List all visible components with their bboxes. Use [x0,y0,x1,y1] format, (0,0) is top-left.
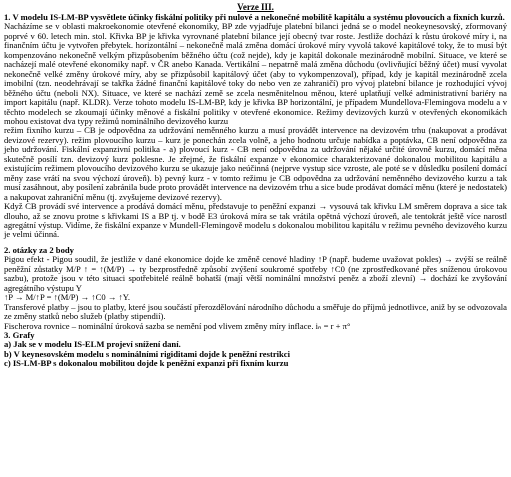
graph-task-b: b) V keynesovském modelu s nominálními rigiditami dojde k peněžní restrikci [4,348,291,359]
paragraph-pigou-effect: Pigou efekt - Pigou soudil, že jestliže v dané ekonomice dojde ke změně cenové hladiny ↑P (např. budeme uvažovat pokles) → zvýší se reálně peněžní zůstatky M/P ↑ = ↑(M/P) → ty bezprostředně způsobí zvýšení soukromé spotřeby ↑C0 (ne zprostředkované přes sníženou úrokovou sazbu), protože jsou v této situaci spotřebitelé reálně bohatší (mají větší nominální množství peněz a zboží zlevní) → dochází ke zvyšování agregátního výstupu Y [4,254,507,293]
paragraph-exchange-regimes: režim fixního kurzu – CB je odpovědna za udržování neměnného kurzu a musí provádět intervence na devizovém trhu (nakupovat a prodávat devizové rezervy). režim plovoucího kurzu – kurz je ponechán zcela volně, a jeho hodnotu určuje nabídka a poptávka, CB není odpovědna za jeho udržování. Fiskální expanzivní politika - a) plovoucí kurz - CB není odpovědna za udržování nějaké určité úrovně kurzu, domácí měna skutečně posílí tzn. devizový kurz poklesne. Je zřejmé, že fiskální expanze v ekonomice charakterizované dokonalou mobilitou kapitálu a existujícím režimem plovoucího devizového kurzu se ukazuje jako neúčinná (nejprve vystup sice vzroste, ale poté se v důsledku posílení domácí měny zase vrátí na svou výchozí úroveň). b) pevný kurz - v tomto režimu je CB odpovědna za udržování neměnného devizového kurzu a tak musí zasáhnout, aby posílení zabránila bude proto provádět intervence na devizovém trhu a sice bude prodávat domácí měnu (které je nedostatek) a nakupovat zahraniční měnu (tj. zvyšujeme devizové rezervy). [4,125,507,202]
paragraph-cb-intervention: Když CB provádí své intervence a prodává domácí měnu, představuje to peněžní expanzi → vysouvá tak křivku LM směrem doprava a sice tak dlouho, až se znovu protne s křivkami IS a BP tj. v bodě E3 úroková míra se tak vrátila opětná výchozí úroveň, ale tentokrát ještě více narostl agregátní výstup. Vidíme, že fiskální expanze v Mundell-Flemingově modelu s dokonalou mobilitou kapitálu v režimu pevného devizového kurzu je velmi účinná. [4,201,507,240]
question-2-heading: 2. otázky za 2 body [4,244,74,255]
paragraph-transfer-payments: Transferové platby – jsou to platby, které jsou součástí přerozdělování národního důchodu a směřuje do příjmů jednotlivce, aniž by se odvozovala ze změny statků nebo služeb (platby stipendií). [4,301,507,322]
question-1-heading: 1. V modelu IS-LM-BP vysvětlete účinky fiskální politiky při nulové a nekonečné mobilitě kapitálu a systému plovoucích a fixních kurzů. [4,12,505,22]
graph-task-c: c) IS-LM-BP s dokonalou mobilitou dojde k peněžní expanzi při fixním kurzu [4,358,289,369]
question-3-heading: 3. Grafy [4,329,35,340]
formula-pigou: ↑P → M/↑P = ↑(M/P) → ↑C0 → ↑Y. [4,292,131,303]
paragraph-bp-curve: Nacházíme se v oblasti makroekonomie otevřené ekonomiky, BP zde vyjadřuje platební bilanci jedná se o model neokeynesovský, zformovaný poprvé v 60. letech min. stol. Křivka BP je křivka vyrovnané platební bilance její obecný tvar roste. Jestliže dochází k růstu úrokové míry i, na finančním účtu je vytvořen přebytek. horizontální – nekonečně malá změna domácí úrokové míry vyvolá takové kapitálové toky, že to musí být kompenzováno nekonečně velkým přizpůsobením běžného účtu (což nejde), kdy je kapitál dokonale mezinárodně mobilní. Situace, ve které se nacházejí malé otevřené ekonomiky např. v ČR anebo Kanada. Vertikální – nepatrně malá změna důchodu (ovlivňující běžný účet) musí vyvolat nekonečně velké změny úrokové míry, aby se přizpůsobil kapitálový účet (aby to vykompenzoval), případ, kdy je kapitál mezinárodně zcela imobilní (tzn. neodehrávají se takřka žádné finanční kapitálové toky do nebo ven ze zahraničí) pro vývoj platební bilance je rozhodující vývoj běžného účtu (neboli NX). Situace, ve které se nachází země se zcela nesměnitelnou měnou, které uplatňují velké administrativní bariéry na import kapitálu (např. KLDR). Verze tohoto modelu IS-LM-BP, kdy je křivka BP horizontální, je případem Mundellova-Flemingova modelu a v těchto modelech se zkoumají účinky měnové a fiskální politiky v otevřené ekonomice. Režimy devizových kurzů v otevřených ekonomikách mohou existovat dva typy režimů nominálního devizového kurzu [4,21,507,126]
paragraph-fisher-equation: Fischerova rovnice – nominální úroková sazba se nemění pod vlivem změny míry inflace. iₙ = r + π° [4,320,351,331]
graph-task-a: a) Jak se v modelu IS-ELM projeví snížení daní. [4,339,181,350]
page-title: Verze III. [237,2,274,12]
